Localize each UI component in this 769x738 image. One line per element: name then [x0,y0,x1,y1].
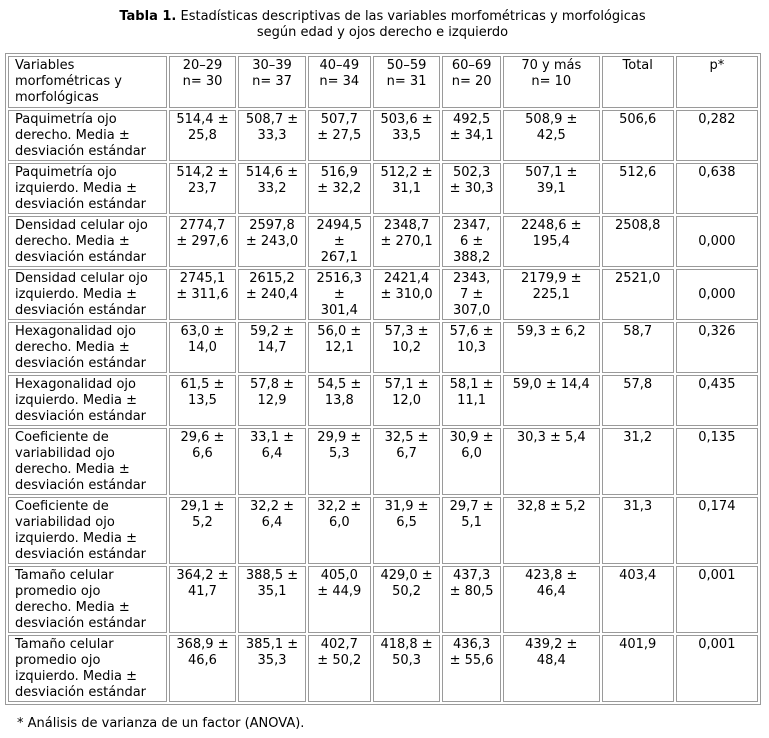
header-p-value: p* [676,56,758,108]
cell-variable: Densidad celular ojo izquierdo. Media ± desviación estándar [8,269,167,320]
cell-age-70-plus: 508,9 ± 42,5 [503,110,600,161]
cell-age-70-plus: 59,0 ± 14,4 [503,375,600,426]
cell-variable: Hexagonalidad ojo izquierdo. Media ± desviación estándar [8,375,167,426]
header-age-70-plus: 70 y más n= 10 [503,56,600,108]
cell-age-70-plus: 2248,6 ± 195,4 [503,216,600,267]
cell-age-40-49: 54,5 ± 13,8 [308,375,371,426]
cell-p-value: 0,001 [676,635,758,702]
cell-p-value: 0,435 [676,375,758,426]
caption-line-2: según edad y ojos derecho e izquierdo [256,25,509,40]
cell-p-value: 0,135 [676,428,758,495]
cell-p-value: 0,326 [676,322,758,373]
cell-total: 506,6 [602,110,674,161]
header-age-60-69: 60–69 n= 20 [442,56,501,108]
cell-p-value: 0,001 [676,566,758,633]
table-row [8,269,758,320]
cell-age-50-59: 57,1 ± 12,0 [373,375,441,426]
table-row [8,428,758,495]
cell-age-70-plus: 30,3 ± 5,4 [503,428,600,495]
cell-age-40-49: 405,0 ± 44,9 [308,566,371,633]
cell-age-70-plus: 423,8 ± 46,4 [503,566,600,633]
cell-age-50-59: 503,6 ± 33,5 [373,110,441,161]
cell-age-30-39: 508,7 ± 33,3 [238,110,306,161]
cell-total: 403,4 [602,566,674,633]
cell-age-30-39: 59,2 ± 14,7 [238,322,306,373]
table-body [8,110,758,702]
cell-age-30-39: 514,6 ± 33,2 [238,163,306,214]
cell-total: 31,2 [602,428,674,495]
cell-age-20-29: 29,6 ± 6,6 [169,428,237,495]
cell-age-60-69: 58,1 ± 11,1 [442,375,501,426]
cell-variable: Coeficiente de variabilidad ojo izquierdo. Media ± desviación estándar [8,497,167,564]
cell-age-40-49: 516,9 ± 32,2 [308,163,371,214]
cell-variable: Tamaño celular promedio ojo izquierdo. Media ± desviación estándar [8,635,167,702]
statistics-table [5,53,761,705]
cell-variable: Paquimetría ojo derecho. Media ± desviación estándar [8,110,167,161]
cell-age-70-plus: 439,2 ± 48,4 [503,635,600,702]
header-total: Total [602,56,674,108]
table-row [8,635,758,702]
header-row [8,56,758,108]
cell-age-40-49: 29,9 ± 5,3 [308,428,371,495]
cell-age-50-59: 418,8 ± 50,3 [373,635,441,702]
cell-total: 2508,8 [602,216,674,267]
cell-age-40-49: 507,7 ± 27,5 [308,110,371,161]
cell-age-70-plus: 507,1 ± 39,1 [503,163,600,214]
cell-total: 2521,0 [602,269,674,320]
cell-age-40-49: 2494,5 ± 267,1 [308,216,371,267]
cell-age-20-29: 29,1 ± 5,2 [169,497,237,564]
cell-age-60-69: 436,3 ± 55,6 [442,635,501,702]
cell-age-60-69: 57,6 ± 10,3 [442,322,501,373]
cell-p-value: 0,000 [676,269,758,320]
cell-age-60-69: 502,3 ± 30,3 [442,163,501,214]
cell-age-70-plus: 2179,9 ± 225,1 [503,269,600,320]
cell-age-20-29: 514,2 ± 23,7 [169,163,237,214]
cell-age-40-49: 32,2 ± 6,0 [308,497,371,564]
cell-age-60-69: 29,7 ± 5,1 [442,497,501,564]
cell-age-20-29: 368,9 ± 46,6 [169,635,237,702]
table-row [8,375,758,426]
caption-title: Estadísticas descriptivas de las variables morfométricas y morfológicas [176,9,646,24]
cell-age-30-39: 57,8 ± 12,9 [238,375,306,426]
cell-p-value: 0,282 [676,110,758,161]
cell-age-50-59: 2421,4 ± 310,0 [373,269,441,320]
cell-age-20-29: 514,4 ± 25,8 [169,110,237,161]
table-row [8,163,758,214]
cell-age-30-39: 2597,8 ± 243,0 [238,216,306,267]
cell-age-60-69: 437,3 ± 80,5 [442,566,501,633]
cell-age-20-29: 2774,7 ± 297,6 [169,216,237,267]
table-row [8,497,758,564]
cell-variable: Densidad celular ojo derecho. Media ± desviación estándar [8,216,167,267]
cell-age-20-29: 61,5 ± 13,5 [169,375,237,426]
table-caption [0,9,765,41]
table-row [8,216,758,267]
cell-variable: Tamaño celular promedio ojo derecho. Media ± desviación estándar [8,566,167,633]
cell-age-20-29: 2745,1 ± 311,6 [169,269,237,320]
caption-line-1 [0,9,765,25]
cell-total: 57,8 [602,375,674,426]
cell-age-30-39: 385,1 ± 35,3 [238,635,306,702]
cell-age-70-plus: 32,8 ± 5,2 [503,497,600,564]
table-row [8,566,758,633]
cell-age-60-69: 2343,7 ± 307,0 [442,269,501,320]
cell-total: 58,7 [602,322,674,373]
cell-variable: Paquimetría ojo izquierdo. Media ± desviación estándar [8,163,167,214]
cell-age-60-69: 2347,6 ± 388,2 [442,216,501,267]
cell-age-50-59: 512,2 ± 31,1 [373,163,441,214]
cell-age-20-29: 364,2 ± 41,7 [169,566,237,633]
table-footnote: * Análisis de varianza de un factor (ANOVA). [17,716,305,731]
cell-variable: Coeficiente de variabilidad ojo derecho. Media ± desviación estándar [8,428,167,495]
cell-variable: Hexagonalidad ojo derecho. Media ± desviación estándar [8,322,167,373]
cell-p-value: 0,638 [676,163,758,214]
cell-total: 512,6 [602,163,674,214]
cell-age-60-69: 30,9 ± 6,0 [442,428,501,495]
cell-age-30-39: 33,1 ± 6,4 [238,428,306,495]
cell-age-20-29: 63,0 ± 14,0 [169,322,237,373]
cell-age-50-59: 2348,7 ± 270,1 [373,216,441,267]
cell-p-value: 0,174 [676,497,758,564]
header-variables: Variables morfométricas y morfológicas [8,56,167,108]
header-age-20-29: 20–29 n= 30 [169,56,237,108]
cell-total: 401,9 [602,635,674,702]
header-age-30-39: 30–39 n= 37 [238,56,306,108]
header-age-50-59: 50–59 n= 31 [373,56,441,108]
cell-age-50-59: 31,9 ± 6,5 [373,497,441,564]
cell-age-70-plus: 59,3 ± 6,2 [503,322,600,373]
cell-age-30-39: 32,2 ± 6,4 [238,497,306,564]
caption-label: Tabla 1. [119,9,177,24]
cell-age-30-39: 388,5 ± 35,1 [238,566,306,633]
table-row [8,322,758,373]
header-age-40-49: 40–49 n= 34 [308,56,371,108]
cell-age-30-39: 2615,2 ± 240,4 [238,269,306,320]
cell-age-50-59: 429,0 ± 50,2 [373,566,441,633]
cell-age-50-59: 32,5 ± 6,7 [373,428,441,495]
table-row [8,110,758,161]
cell-p-value: 0,000 [676,216,758,267]
cell-age-40-49: 402,7 ± 50,2 [308,635,371,702]
cell-age-40-49: 56,0 ± 12,1 [308,322,371,373]
cell-age-50-59: 57,3 ± 10,2 [373,322,441,373]
cell-age-40-49: 2516,3 ± 301,4 [308,269,371,320]
cell-total: 31,3 [602,497,674,564]
cell-age-60-69: 492,5 ± 34,1 [442,110,501,161]
